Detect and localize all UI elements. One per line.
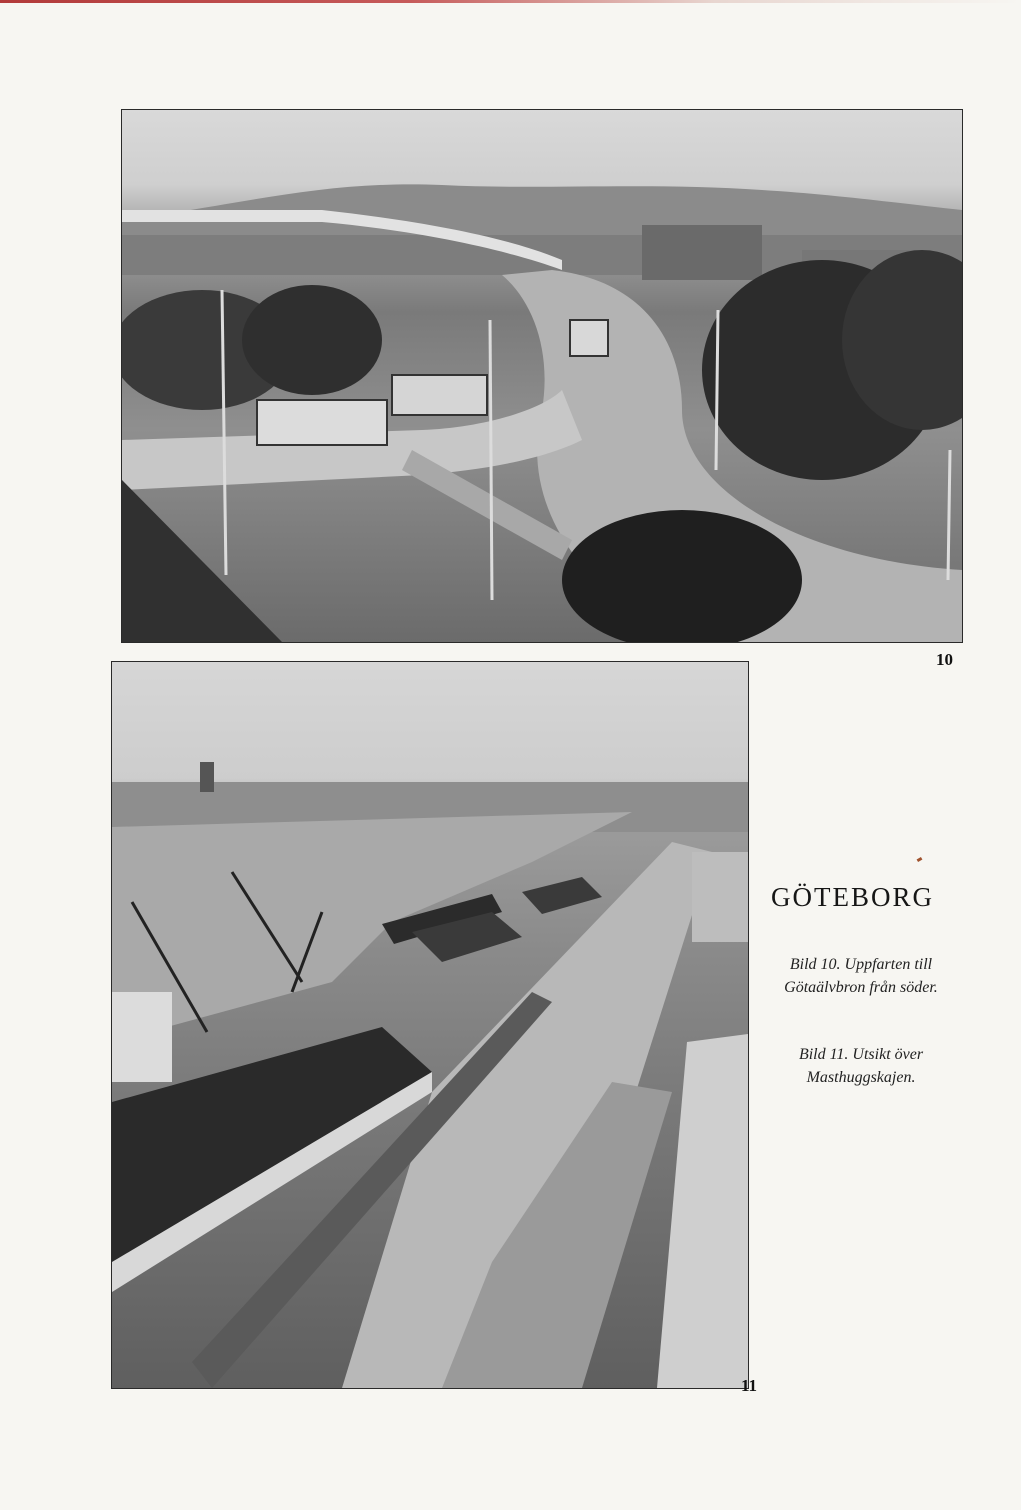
photo-harbour-quay [111,661,749,1389]
caption-figure-10: Bild 10. Uppfarten till Götaälvbron från söder. [784,956,938,996]
photo-bridge-ramp-scene [122,110,962,642]
photo-harbour-quay-scene [112,662,748,1388]
page-top-edge [0,0,1021,3]
caption-figure-11: Bild 11. Utsikt över Masthuggskajen. [798,1046,924,1086]
figure-number-10: 10 [936,650,953,669]
figure-number-11: 11 [741,1376,758,1395]
photo-bridge-ramp [121,109,963,643]
section-title: GÖTEBORG [771,882,934,912]
tick-mark [917,857,923,862]
